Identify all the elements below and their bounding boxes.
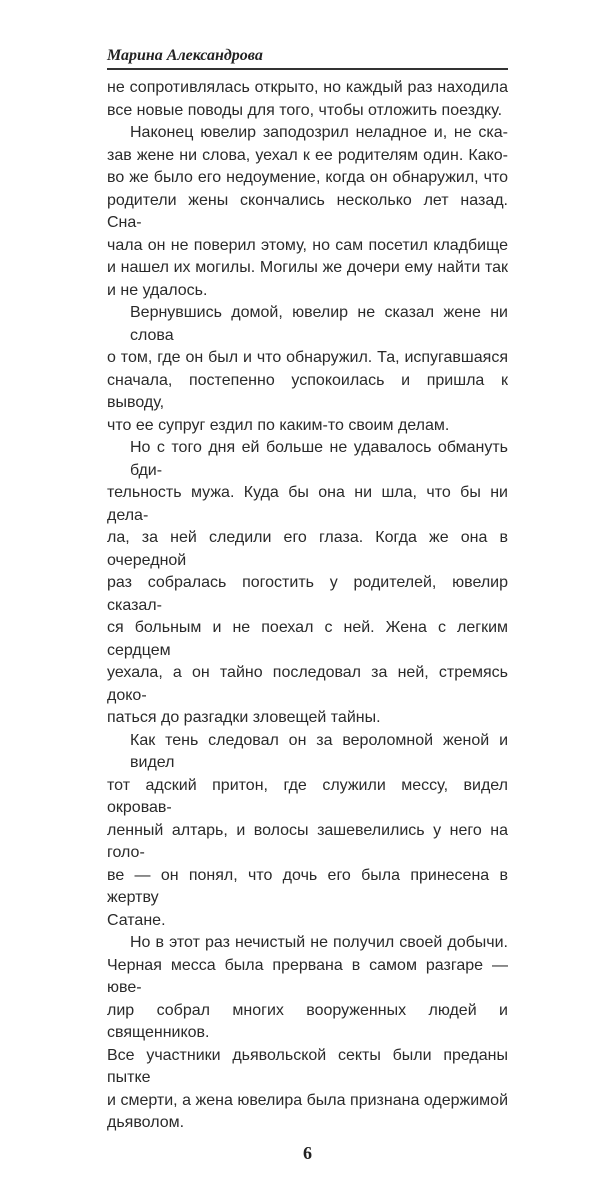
body-text [107,77,508,1135]
running-header: Марина Александрова [107,47,263,64]
text-line: тельность мужа. Куда бы она ни шла, что бы ни дела- [107,484,508,524]
text-line: о том, где он был и что обнаружил. Та, испугавшаяся [107,349,508,366]
text-line: родители жены скончались несколько лет назад. Сна- [107,191,508,231]
text-line: Сатане. [107,911,166,929]
paragraph [107,730,508,933]
text-line: ся больным и не поехал с ней. Жена с легким сердцем [107,619,508,659]
paragraph [107,302,508,437]
text-line: зав жене ни слова, уехал к ее родителям один. Како- [107,146,508,164]
text-line: Черная месса была прервана в самом разгаре — юве- [107,956,508,996]
text-line: дьяволом. [107,1114,185,1131]
text-line: во же было его недоумение, когда он обнаружил, что [107,169,508,186]
text-line: паться до разгадки зловещей тайны. [107,709,381,726]
text-line: Но в этот раз нечистый не получил своей добычи. [130,934,508,951]
text-line: тот адский притон, где служили мессу, видел окровав- [107,776,508,816]
text-line: раз собралась погостить у родителей, ювелир сказал- [107,574,508,614]
text-line: ве — он понял, что дочь его была принесена в жертву [107,866,508,906]
paragraph [107,932,508,1135]
text-line: сначала, постепенно успокоилась и пришла к выводу, [107,371,508,411]
text-line: чала он не поверил этому, но сам посетил кладбище [107,236,508,254]
text-line: Все участники дьявольской секты были преданы пытке [107,1046,508,1086]
text-line: ла, за ней следили его глаза. Когда же она в очередной [107,529,508,569]
header-rule [107,68,508,70]
paragraph [107,437,508,730]
text-line: и смерти, а жена ювелира была признана одержимой [107,1091,508,1109]
page-number: 6 [303,1142,312,1163]
text-line: не сопротивлялась открыто, но каждый раз находила [107,79,508,96]
text-line: Как тень следовал он за вероломной женой и видел [130,731,508,771]
text-line: что ее супруг ездил по каким-то своим делам. [107,416,450,434]
text-line: Наконец ювелир заподозрил неладное и, не ска- [130,124,508,141]
text-line: все новые поводы для того, чтобы отложить поездку. [107,101,503,119]
text-line: уехала, а он тайно последовал за ней, стремясь доко- [107,664,508,704]
text-line: ленный алтарь, и волосы зашевелились у него на голо- [107,821,508,861]
text-line: лир собрал многих вооруженных людей и священников. [107,1001,508,1041]
text-line: и не удалось. [107,281,208,299]
paragraph [107,77,508,122]
text-line: Вернувшись домой, ювелир не сказал жене ни слова [130,304,508,344]
text-line: Но с того дня ей больше не удавалось обмануть бди- [130,439,508,479]
text-line: и нашел их могилы. Могилы же дочери ему найти так [107,259,508,276]
paragraph [107,122,508,302]
